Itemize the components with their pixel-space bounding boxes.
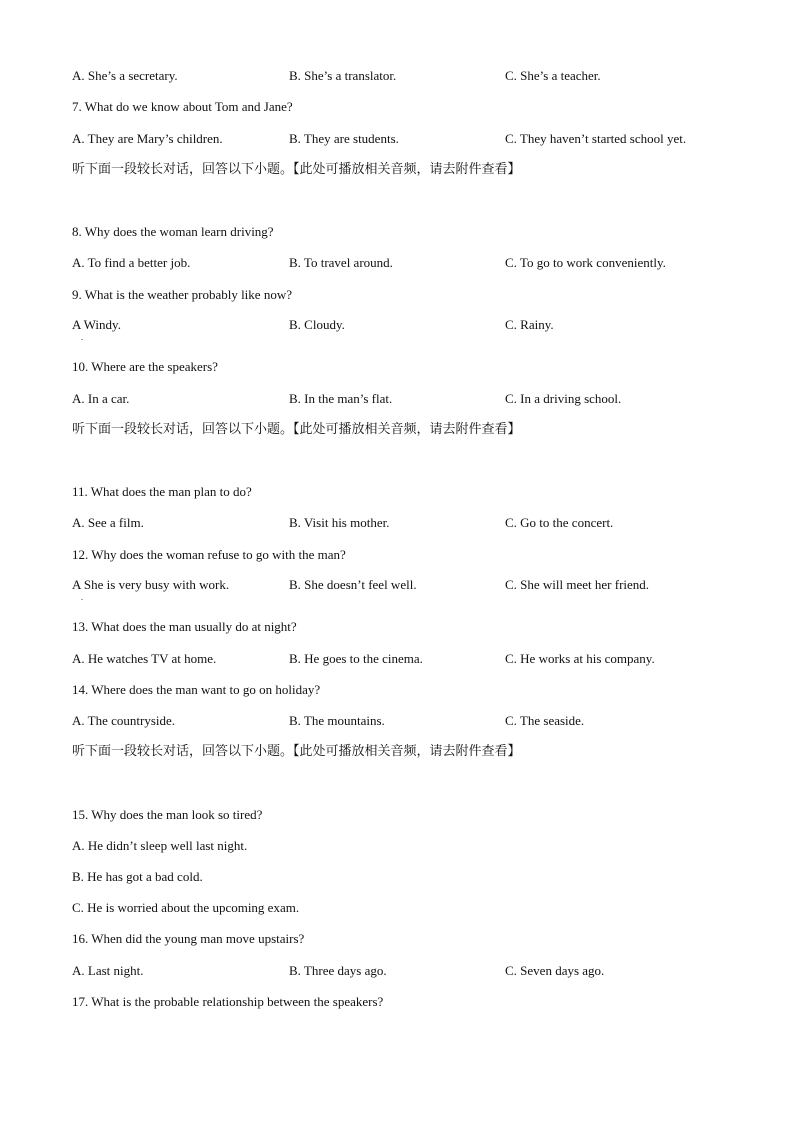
q10-option-b: B. In the man’s flat. bbox=[289, 391, 393, 406]
q15-option-b: B. He has got a bad cold. bbox=[72, 869, 203, 884]
q15-option-c: C. He is worried about the upcoming exam. bbox=[72, 900, 300, 915]
q12-option-c: C. She will meet her friend. bbox=[505, 577, 650, 592]
q9-option-a: A Windy. bbox=[72, 317, 121, 332]
q11-option-b: B. Visit his mother. bbox=[289, 515, 390, 530]
q6-option-b: B. She’s a translator. bbox=[289, 68, 397, 83]
q14-option-a: A. The countryside. bbox=[72, 713, 176, 728]
q16-question: 16. When did the young man move upstairs? bbox=[72, 931, 305, 946]
q12-question: 12. Why does the woman refuse to go with the man? bbox=[72, 547, 346, 562]
q11-question: 11. What does the man plan to do? bbox=[72, 484, 252, 499]
q7-option-c: C. They haven’t started school yet. bbox=[505, 131, 687, 146]
q10-question: 10. Where are the speakers? bbox=[72, 359, 218, 374]
q10-option-c: C. In a driving school. bbox=[505, 391, 622, 406]
q9-option-c: C. Rainy. bbox=[505, 317, 554, 332]
q6-option-c: C. She’s a teacher. bbox=[505, 68, 601, 83]
q7-question: 7. What do we know about Tom and Jane? bbox=[72, 99, 293, 114]
q8-option-c: C. To go to work conveniently. bbox=[505, 255, 666, 270]
q14-question: 14. Where does the man want to go on holiday? bbox=[72, 682, 321, 697]
q14-option-b: B. The mountains. bbox=[289, 713, 385, 728]
q17-question: 17. What is the probable relationship between the speakers? bbox=[72, 994, 384, 1009]
q14-option-c: C. The seaside. bbox=[505, 713, 585, 728]
q16-option-b: B. Three days ago. bbox=[289, 963, 387, 978]
q13-option-a: A. He watches TV at home. bbox=[72, 651, 217, 666]
q16-option-c: C. Seven days ago. bbox=[505, 963, 605, 978]
q13-option-c: C. He works at his company. bbox=[505, 651, 655, 666]
q12-option-a: A She is very busy with work. bbox=[72, 577, 230, 592]
q13-option-b: B. He goes to the cinema. bbox=[289, 651, 423, 666]
q7-option-a: A. They are Mary’s children. bbox=[72, 131, 223, 146]
q6-option-a: A. She’s a secretary. bbox=[72, 68, 178, 83]
stray-dot: . bbox=[81, 593, 83, 602]
q11-option-a: A. See a film. bbox=[72, 515, 144, 530]
q9-option-b: B. Cloudy. bbox=[289, 317, 345, 332]
q10-option-a: A. In a car. bbox=[72, 391, 130, 406]
q11-option-c: C. Go to the concert. bbox=[505, 515, 614, 530]
q8-option-b: B. To travel around. bbox=[289, 255, 393, 270]
q15-question: 15. Why does the man look so tired? bbox=[72, 807, 263, 822]
q8-option-a: A. To find a better job. bbox=[72, 255, 191, 270]
listening-instruction: 听下面一段较长对话，回答以下小题。【此处可播放相关音频，请去附件查看】 bbox=[72, 744, 521, 759]
listening-instruction: 听下面一段较长对话，回答以下小题。【此处可播放相关音频，请去附件查看】 bbox=[72, 162, 521, 177]
q7-option-b: B. They are students. bbox=[289, 131, 399, 146]
listening-instruction: 听下面一段较长对话，回答以下小题。【此处可播放相关音频，请去附件查看】 bbox=[72, 422, 521, 437]
q9-question: 9. What is the weather probably like now? bbox=[72, 287, 292, 302]
q13-question: 13. What does the man usually do at night? bbox=[72, 619, 297, 634]
q15-option-a: A. He didn’t sleep well last night. bbox=[72, 838, 248, 853]
stray-dot: . bbox=[81, 333, 83, 342]
q8-question: 8. Why does the woman learn driving? bbox=[72, 224, 274, 239]
q16-option-a: A. Last night. bbox=[72, 963, 144, 978]
q12-option-b: B. She doesn’t feel well. bbox=[289, 577, 417, 592]
